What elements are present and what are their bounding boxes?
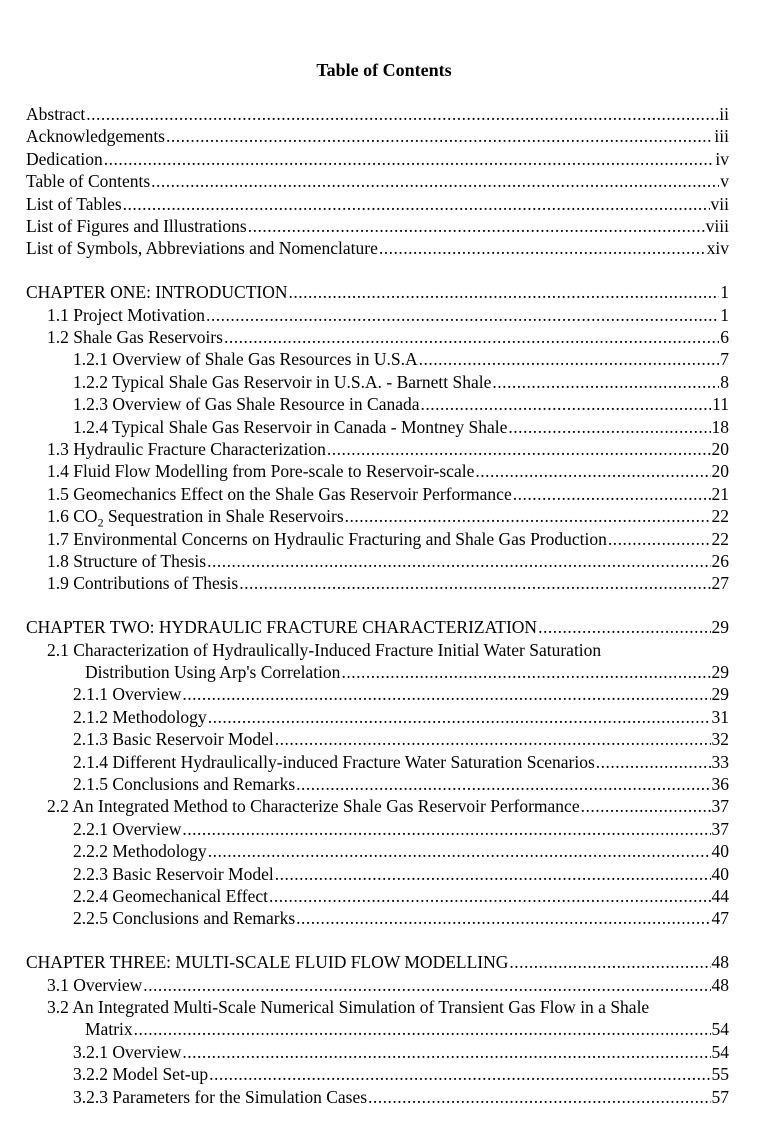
toc-entry[interactable] [26, 773, 729, 795]
toc-page: 33 [711, 751, 729, 772]
toc-page: 37 [711, 796, 729, 817]
dot-leader [207, 550, 710, 572]
toc-entry[interactable] [26, 683, 729, 705]
dot-leader [182, 1041, 710, 1063]
toc-label: 2.2.2 Methodology [73, 841, 207, 862]
toc-page: 31 [711, 706, 729, 727]
toc-label: 2.1.2 Methodology [73, 706, 207, 727]
toc-label: 1.9 Contributions of Thesis [47, 573, 239, 594]
toc-page: 11 [712, 394, 729, 415]
toc-label: List of Tables [26, 193, 122, 214]
toc-label: 2.1.1 Overview [73, 684, 182, 705]
toc-label: List of Figures and Illustrations [26, 215, 247, 236]
dot-leader [143, 974, 710, 996]
dot-leader [182, 683, 710, 705]
toc-page: v [720, 171, 729, 192]
toc-entry[interactable] [26, 438, 729, 460]
toc-label-part: Sequestration in Shale Reservoirs [103, 506, 344, 527]
toc-entry[interactable] [26, 505, 729, 530]
toc-page: viii [705, 215, 729, 236]
toc-label: 1.7 Environmental Concerns on Hydraulic Fracturing and Shale Gas Production [47, 528, 607, 549]
toc-entry-line1[interactable]: 3.2 An Integrated Multi-Scale Numerical Simulation of Transient Gas Flow in a Shale [47, 996, 650, 1017]
toc-entry-list-of-figures[interactable] [26, 215, 729, 237]
toc-label: 1.5 Geomechanics Effect on the Shale Gas Reservoir Performance [47, 483, 512, 504]
dot-leader [596, 751, 711, 773]
toc-page: ii [719, 104, 729, 124]
toc-label: 2.2.1 Overview [73, 818, 182, 839]
toc-page: 7 [720, 349, 729, 370]
toc-entry[interactable] [26, 304, 729, 326]
toc-entry[interactable] [26, 1018, 729, 1040]
toc-label: 2.1.3 Basic Reservoir Model [73, 729, 274, 750]
toc-page: vii [710, 193, 729, 214]
toc-page: 20 [711, 461, 729, 482]
dot-leader [538, 616, 710, 638]
dot-leader [368, 1086, 710, 1108]
dot-leader [206, 304, 719, 326]
toc-entry[interactable] [26, 1063, 729, 1085]
toc-page: 47 [711, 908, 729, 929]
toc-label: 1.4 Fluid Flow Modelling from Pore-scale to Reservoir-scale [47, 461, 475, 482]
toc-page: 29 [711, 617, 729, 638]
toc-entry[interactable] [26, 348, 729, 370]
chapter-three [26, 951, 729, 1108]
toc-entry[interactable] [26, 528, 729, 550]
toc-page: 8 [720, 371, 729, 392]
toc-entry[interactable] [26, 1041, 729, 1063]
dot-leader [345, 505, 711, 527]
toc-entry[interactable] [26, 371, 729, 393]
toc-page: 57 [711, 1086, 729, 1107]
toc-entry[interactable] [26, 795, 729, 817]
dot-leader [209, 1063, 710, 1085]
toc-label: 1.2.1 Overview of Shale Gas Resources in U.S.A [73, 349, 418, 370]
toc-page: 40 [711, 863, 729, 884]
toc-entry[interactable] [26, 863, 729, 885]
dot-leader [275, 728, 711, 750]
toc-entry-acknowledgements[interactable] [26, 125, 729, 147]
toc-page: 37 [711, 818, 729, 839]
toc-page: xiv [706, 238, 729, 259]
toc-label: CHAPTER ONE: INTRODUCTION [26, 282, 288, 303]
dot-leader [166, 125, 713, 147]
toc-entry[interactable] [26, 907, 729, 929]
dot-leader [289, 281, 720, 303]
toc-entry[interactable] [26, 550, 729, 572]
toc-entry[interactable] [26, 572, 729, 594]
toc-label: 2.1.5 Conclusions and Remarks [73, 773, 296, 794]
toc-page: 18 [711, 416, 729, 437]
dot-leader [508, 416, 710, 438]
dot-leader [492, 371, 719, 393]
toc-page: iv [715, 148, 729, 169]
dot-leader [224, 326, 719, 348]
toc-label: 3.2.3 Parameters for the Simulation Cases [73, 1086, 368, 1107]
toc-label: 1.3 Hydraulic Fracture Characterization [47, 438, 326, 459]
toc-label: 1.2.3 Overview of Gas Shale Resource in Canada [73, 394, 420, 415]
toc-entry[interactable] [26, 751, 729, 773]
dot-leader [208, 706, 711, 728]
dot-leader [239, 572, 710, 594]
dot-leader [151, 170, 719, 192]
chapter-two [26, 616, 729, 929]
toc-entry[interactable] [26, 885, 729, 907]
toc-page: 36 [711, 773, 729, 794]
dot-leader [341, 661, 710, 683]
dot-leader [296, 773, 710, 795]
dot-leader [104, 148, 715, 170]
toc-entry[interactable] [26, 840, 729, 862]
toc-page: 29 [711, 661, 729, 682]
dot-leader [419, 348, 720, 370]
toc-page: 32 [711, 729, 729, 750]
front-matter [26, 103, 729, 260]
toc-label: 1.2 Shale Gas Reservoirs [47, 327, 223, 348]
toc-page: 22 [711, 528, 729, 549]
toc-entry[interactable] [26, 818, 729, 840]
toc-entry-table-of-contents[interactable] [26, 170, 729, 192]
toc-label: 1.1 Project Motivation [47, 304, 205, 325]
toc-label [47, 505, 344, 530]
dot-leader [182, 818, 710, 840]
toc-label: CHAPTER TWO: HYDRAULIC FRACTURE CHARACTERIZATION [26, 617, 538, 638]
toc-entry[interactable] [26, 416, 729, 438]
toc-label: Acknowledgements [26, 126, 165, 147]
toc-label: Table of Contents [26, 171, 151, 192]
table-of-contents [26, 103, 729, 1129]
toc-entry[interactable] [26, 483, 729, 505]
subscript: 2 [97, 515, 104, 530]
toc-entry-dedication[interactable] [26, 148, 729, 170]
dot-leader [475, 460, 710, 482]
toc-page: 48 [711, 952, 729, 973]
toc-label: Distribution Using Arp's Correlation [85, 661, 341, 682]
toc-label: CHAPTER THREE: MULTI-SCALE FLUID FLOW MODELLING [26, 952, 509, 973]
toc-entry[interactable] [26, 326, 729, 348]
toc-page: 54 [711, 1041, 729, 1062]
toc-entry[interactable] [26, 974, 729, 996]
toc-label: 3.1 Overview [47, 974, 143, 995]
toc-page: iii [714, 126, 729, 147]
toc-page: 44 [711, 885, 729, 906]
toc-label: 2.1.4 Different Hydraulically-induced Fracture Water Saturation Scenarios [73, 751, 595, 772]
toc-page: 54 [711, 1019, 729, 1040]
dot-leader [421, 393, 712, 415]
dot-leader [379, 237, 706, 259]
dot-leader [269, 885, 710, 907]
toc-entry-line1[interactable]: 2.1 Characterization of Hydraulically-Induced Fracture Initial Water Saturation [47, 639, 602, 660]
toc-label: 2.2.3 Basic Reservoir Model [73, 863, 274, 884]
toc-label: Abstract [26, 104, 86, 124]
toc-page: 6 [720, 327, 729, 348]
toc-label: Matrix [85, 1019, 133, 1040]
toc-label: 1.8 Structure of Thesis [47, 550, 207, 571]
toc-page: 20 [711, 438, 729, 459]
toc-page: 55 [711, 1064, 729, 1085]
toc-entry[interactable] [26, 728, 729, 750]
toc-entry[interactable] [26, 661, 729, 683]
dot-leader [123, 193, 710, 215]
toc-chapter-heading[interactable] [26, 281, 729, 303]
toc-page: 22 [711, 506, 729, 527]
dot-leader [134, 1018, 711, 1040]
dot-leader [327, 438, 711, 460]
toc-page: 21 [711, 483, 729, 504]
toc-label: 2.2.5 Conclusions and Remarks [73, 908, 296, 929]
toc-page: 27 [711, 573, 729, 594]
toc-page: 48 [711, 974, 729, 995]
dot-leader [296, 907, 710, 929]
toc-entry[interactable] [26, 393, 729, 415]
toc-page: 1 [720, 282, 729, 303]
toc-entry[interactable] [26, 1086, 729, 1108]
toc-page: 40 [711, 841, 729, 862]
toc-label: 2.2.4 Geomechanical Effect [73, 885, 269, 906]
chapter-one [26, 281, 729, 594]
toc-page: 26 [711, 550, 729, 571]
toc-label: 1.2.4 Typical Shale Gas Reservoir in Canada - Montney Shale [73, 416, 508, 437]
toc-entry-list-of-symbols[interactable] [26, 237, 729, 259]
toc-label: 3.2.2 Model Set-up [73, 1064, 209, 1085]
dot-leader [248, 215, 705, 237]
toc-entry[interactable] [26, 706, 729, 728]
toc-entry-abstract[interactable] [26, 103, 729, 125]
toc-page: 1 [720, 304, 729, 325]
page-title: Table of Contents [316, 60, 452, 80]
dot-leader [86, 103, 718, 125]
toc-label: 2.2 An Integrated Method to Characterize Shale Gas Reservoir Performance [47, 796, 580, 817]
toc-page: 29 [711, 684, 729, 705]
toc-label: List of Symbols, Abbreviations and Nomenclature [26, 238, 378, 259]
dot-leader [275, 863, 711, 885]
toc-label: 1.2.2 Typical Shale Gas Reservoir in U.S.A. - Barnett Shale [73, 371, 492, 392]
toc-label-part: 1.6 CO [47, 506, 98, 527]
toc-label: 3.2.1 Overview [73, 1041, 182, 1062]
toc-chapter-heading[interactable] [26, 616, 729, 638]
dot-leader [509, 951, 710, 973]
toc-chapter-heading[interactable] [26, 951, 729, 973]
toc-entry[interactable] [26, 460, 729, 482]
dot-leader [608, 528, 711, 550]
dot-leader [513, 483, 711, 505]
dot-leader [208, 840, 711, 862]
dot-leader [581, 795, 711, 817]
toc-label: Dedication [26, 148, 103, 169]
toc-entry-list-of-tables[interactable] [26, 193, 729, 215]
